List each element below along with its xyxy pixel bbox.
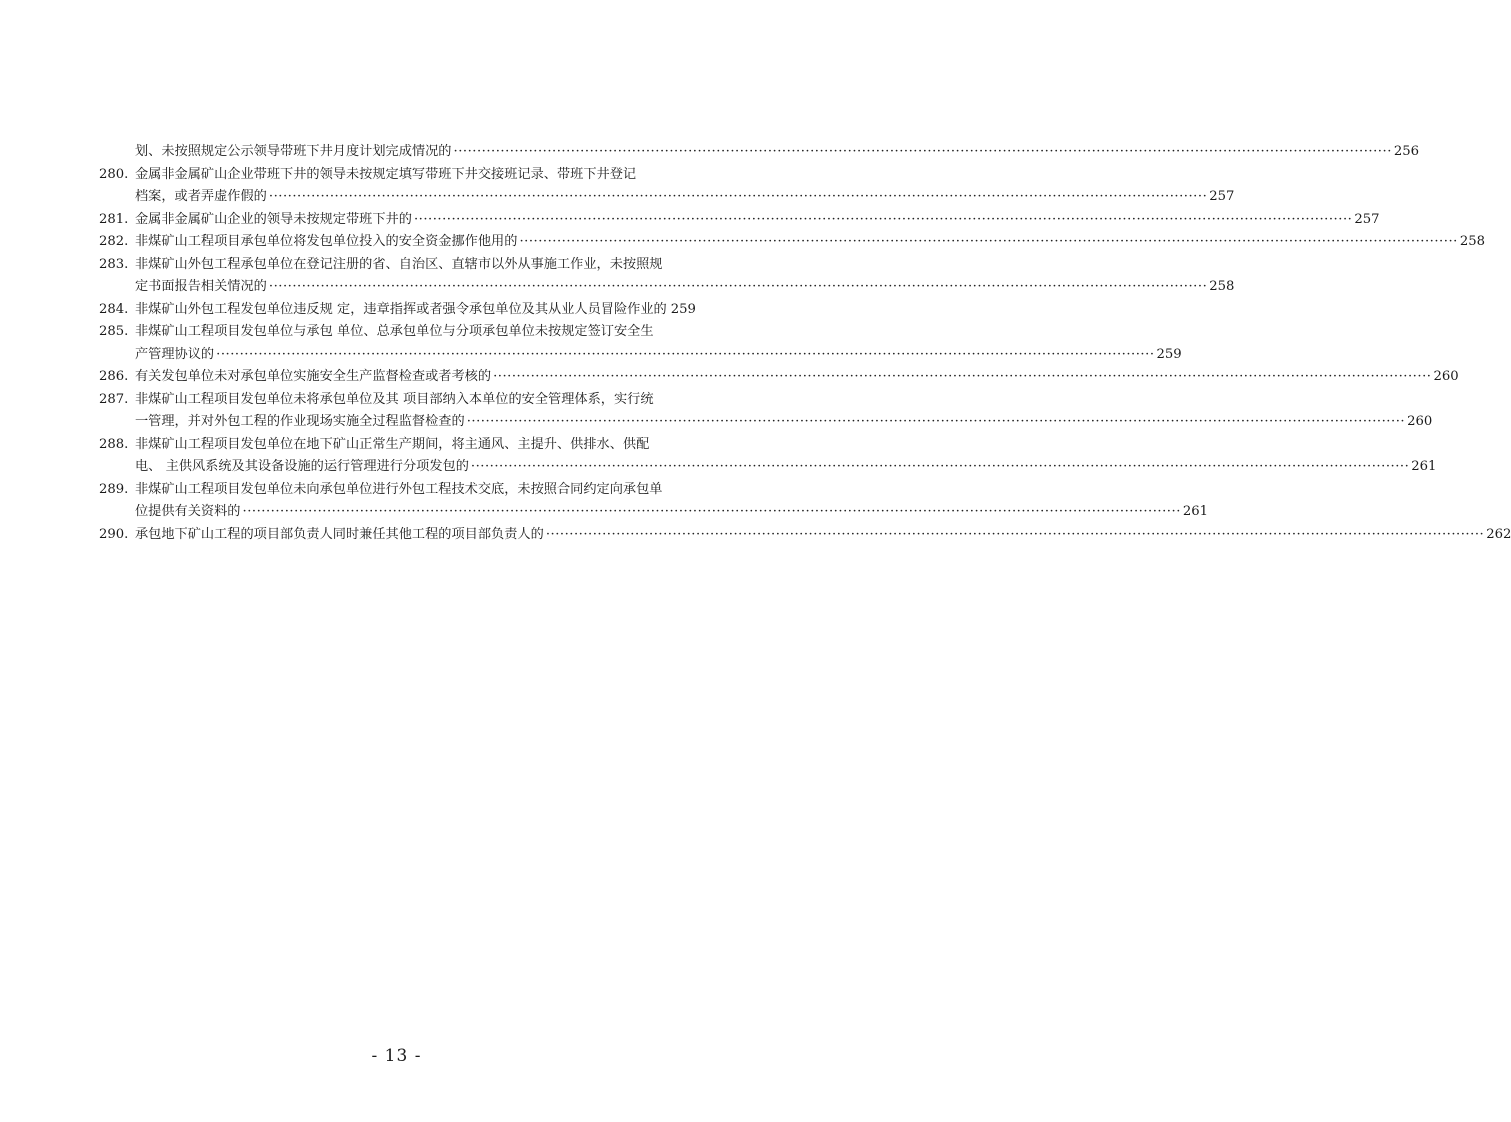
- dot-leader: ········································································································································································································: [519, 234, 1458, 249]
- entry-page-number: 257: [1354, 211, 1380, 227]
- dot-leader: ········································································································································································································: [268, 189, 1208, 204]
- entry-page-number: 259: [1156, 346, 1182, 362]
- entry-title: 承包地下矿山工程的项目部负责人同时兼任其他工程的项目部负责人的: [135, 526, 544, 542]
- entry-number: 289.: [99, 481, 129, 497]
- toc-entry-line: [99, 389, 684, 412]
- toc-entry-line: [99, 344, 1182, 367]
- entry-title: 金属非金属矿山企业带班下井的领导未按规定填写带班下井交接班记录、带班下井登记: [135, 166, 637, 182]
- dot-leader: ········································································································································································································: [413, 211, 1353, 227]
- dot-leader: ········································································································································································································: [470, 459, 1410, 474]
- entry-number: 285.: [99, 324, 129, 339]
- entry-title: 划、未按照规定公示领导带班下井月度计划完成情况的: [135, 144, 452, 159]
- entry-number: 283.: [99, 256, 129, 272]
- dot-leader: ········································································································································································································: [242, 504, 1181, 519]
- entry-title: 档案，或者弄虚作假的: [135, 189, 267, 204]
- toc-entry[interactable]: [99, 299, 696, 322]
- entry-page-number: 260: [1407, 414, 1433, 429]
- toc-entry-line: [99, 411, 1433, 434]
- entry-page-number: 257: [1209, 189, 1235, 204]
- dot-leader: ········································································································································································································: [466, 414, 1406, 429]
- entry-page-number: 261: [1411, 459, 1437, 474]
- dot-leader: ········································································································································································································: [545, 526, 1485, 542]
- toc-entry-line: [99, 524, 1511, 547]
- entry-title: 非煤矿山工程项目发包单位未向承包单位进行外包工程技术交底，未按照合同约定向承包单: [135, 481, 663, 497]
- toc-entry-line: [99, 434, 684, 457]
- toc-entry-line: [99, 276, 1235, 299]
- entry-title: 非煤矿山工程项目发包单位在地下矿山正常生产期间，将主通风、主提升、供排水、供配: [135, 436, 650, 452]
- entry-page-number: 258: [1459, 234, 1485, 249]
- entry-title: 非煤矿山外包工程发包单位违反规 定，违章指挥或者强令承包单位及其从业人员冒险作业的: [135, 301, 667, 317]
- toc-entry[interactable]: [99, 141, 1420, 164]
- table-of-contents: [99, 141, 1511, 546]
- entry-number: 282.: [99, 234, 129, 249]
- entry-page-number: 258: [1209, 279, 1235, 294]
- entry-title: 产管理协议的: [135, 346, 215, 362]
- entry-title: 有关发包单位未对承包单位实施安全生产监督检查或者考核的: [135, 369, 492, 384]
- toc-entry-line: [99, 254, 684, 277]
- toc-entry[interactable]: [99, 479, 1209, 524]
- entry-number: 281.: [99, 211, 129, 227]
- toc-entry-line: [99, 141, 1420, 164]
- toc-entry[interactable]: [99, 366, 1459, 389]
- entry-number: 290.: [99, 526, 129, 542]
- toc-entry-line: [99, 366, 1459, 389]
- toc-entry-line: [99, 231, 1485, 254]
- entry-page-number: 259: [670, 301, 696, 317]
- toc-entry-line: [99, 456, 1437, 479]
- toc-entry[interactable]: [99, 164, 1235, 209]
- entry-title: 非煤矿山工程项目发包单位未将承包单位及其 项目部纳入本单位的安全管理体系，实行统: [135, 391, 654, 407]
- entry-title: 一管理，并对外包工程的作业现场实施全过程监督检查的: [135, 414, 465, 429]
- page-number: - 13 -: [371, 1046, 422, 1066]
- entry-number: 284.: [99, 301, 129, 317]
- toc-entry[interactable]: [99, 524, 1511, 547]
- entry-number: 286.: [99, 369, 129, 384]
- dot-leader: ········································································································································································································: [493, 369, 1432, 384]
- entry-title: 非煤矿山工程项目发包单位与承包 单位、总承包单位与分项承包单位未按规定签订安全生: [135, 324, 654, 339]
- entry-number: 280.: [99, 166, 129, 182]
- entry-title: 定书面报告相关情况的: [135, 279, 267, 294]
- entry-title: 非煤矿山外包工程承包单位在登记注册的省、自治区、直辖市以外从事施工作业，未按照规: [135, 256, 663, 272]
- entry-page-number: 261: [1182, 504, 1209, 519]
- toc-entry[interactable]: [99, 231, 1485, 254]
- entry-page-number: 262: [1486, 526, 1511, 542]
- dot-leader: ········································································································································································································: [453, 144, 1392, 159]
- entry-title: 电、 主供风系统及其设备设施的运行管理进行分项发包的: [135, 459, 469, 474]
- toc-entry[interactable]: [99, 321, 1182, 366]
- entry-title: 非煤矿山工程项目承包单位将发包单位投入的安全资金挪作他用的: [135, 234, 518, 249]
- toc-entry-line: [99, 164, 684, 187]
- toc-entry-line: [99, 186, 1235, 209]
- toc-entry[interactable]: [99, 389, 1433, 434]
- dot-leader: ········································································································································································································: [216, 346, 1155, 362]
- toc-entry-line: [99, 501, 1209, 524]
- entry-number: 288.: [99, 436, 129, 452]
- entry-number: 287.: [99, 391, 129, 407]
- dot-leader: ········································································································································································································: [268, 279, 1208, 294]
- toc-entry-line: [99, 321, 684, 344]
- toc-entry[interactable]: [99, 254, 1235, 299]
- toc-entry-line: [99, 299, 696, 322]
- toc-entry[interactable]: [99, 434, 1437, 479]
- entry-page-number: 256: [1393, 144, 1420, 159]
- entry-page-number: 260: [1433, 369, 1459, 384]
- entry-title: 金属非金属矿山企业的领导未按规定带班下井的: [135, 211, 412, 227]
- toc-entry-line: [99, 479, 684, 502]
- toc-entry-line: [99, 209, 1380, 232]
- entry-title: 位提供有关资料的: [135, 504, 241, 519]
- toc-entry[interactable]: [99, 209, 1380, 232]
